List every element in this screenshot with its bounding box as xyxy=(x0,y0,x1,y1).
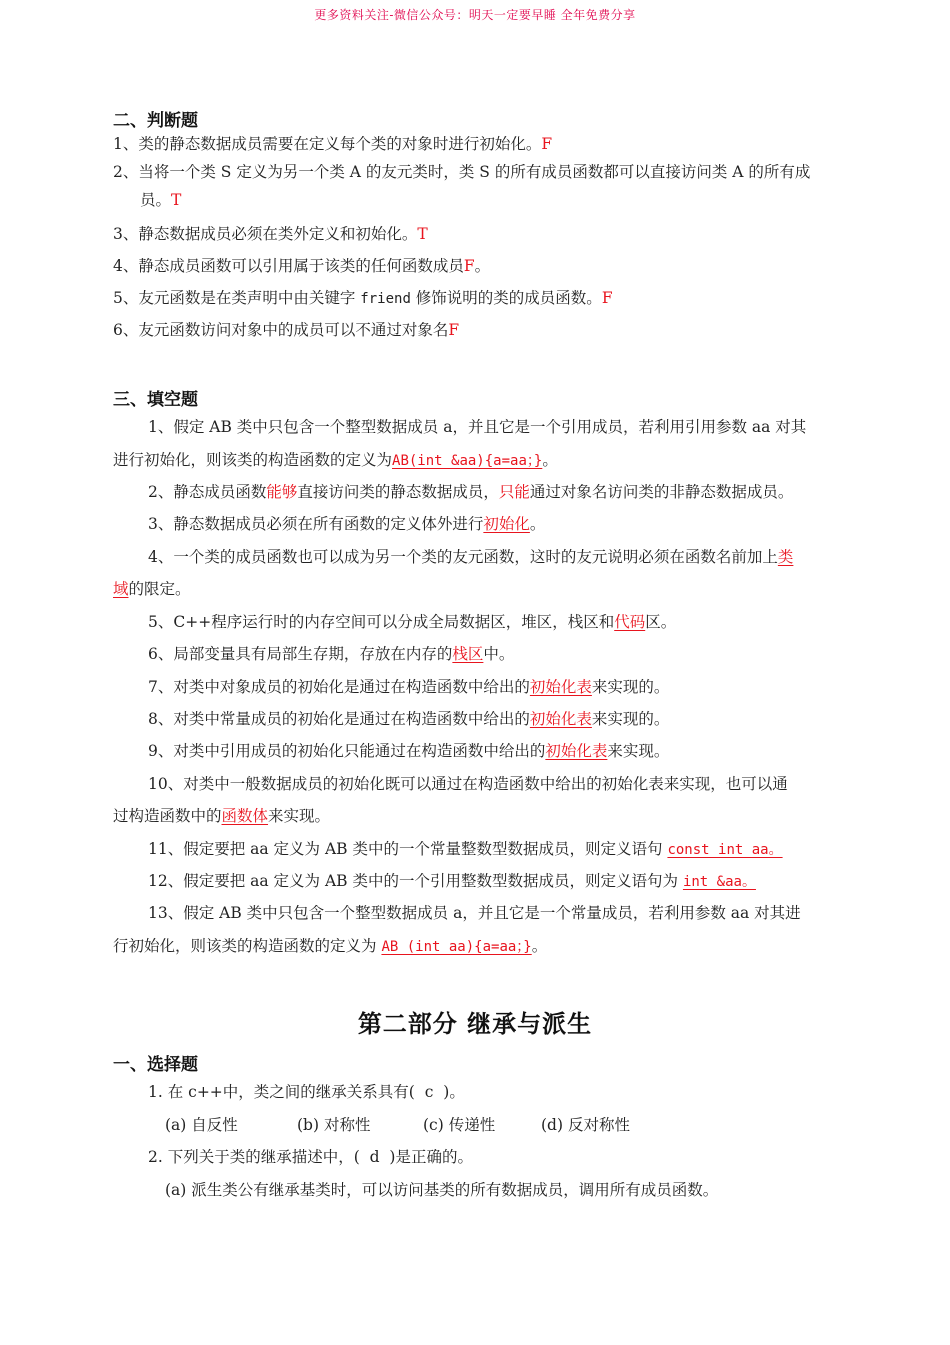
option-a: (a) 自反性 xyxy=(165,1116,238,1134)
fill-q11: 11、假定要把 aa 定义为 AB 类中的一个常量整数型数据成员，则定义语句 const int aa。 xyxy=(148,840,783,858)
choice-q1-options xyxy=(165,1115,630,1135)
fill-q5: 5、C++程序运行时的内存空间可以分成全局数据区，堆区，栈区和代码区。 xyxy=(148,613,677,631)
judge-item-4: 4、静态成员函数可以引用属于该类的任何函数成员F。 xyxy=(113,257,491,275)
part2-title: 第二部分 继承与派生 xyxy=(357,1010,593,1038)
option-d: (d) 反对称性 xyxy=(541,1116,630,1134)
fill-q13-line2: 行初始化，则该类的构造函数的定义为 AB (int aa){a=aa；}。 xyxy=(113,937,548,955)
judge-heading: 二、判断题 xyxy=(113,111,198,131)
fill-q3: 3、静态数据成员必须在所有函数的定义体外进行初始化。 xyxy=(148,515,546,533)
fill-q9: 9、对类中引用成员的初始化只能通过在构造函数中给出的初始化表来实现。 xyxy=(148,742,670,760)
fill-q8: 8、对类中常量成员的初始化是通过在构造函数中给出的初始化表来实现的。 xyxy=(148,710,670,728)
fill-q1-line1: 1、假定 AB 类中只包含一个整型数据成员 a，并且它是一个引用成员，若利用引用参数 aa 对其 xyxy=(148,418,807,436)
fill-q7: 7、对类中对象成员的初始化是通过在构造函数中给出的初始化表来实现的。 xyxy=(148,678,670,696)
fill-q2: 2、静态成员函数能够直接访问类的静态数据成员，只能通过对象名访问类的非静态数据成员。 xyxy=(148,483,794,501)
fill-q13-line1: 13、假定 AB 类中只包含一个整型数据成员 a，并且它是一个常量成员，若利用参数 aa 对其进 xyxy=(148,904,801,922)
option-c: (c) 传递性 xyxy=(423,1116,496,1134)
choice-q1-stem: 1. 在 c++中，类之间的继承关系具有( c )。 xyxy=(148,1083,465,1101)
choice-q2-option-a: (a) 派生类公有继承基类时，可以访问基类的所有数据成员，调用所有成员函数。 xyxy=(165,1181,719,1199)
top-banner: 更多资料关注-微信公众号：明天一定要早睡 全年免费分享 xyxy=(314,8,636,22)
judge-item-3: 3、静态数据成员必须在类外定义和初始化。T xyxy=(113,225,428,243)
fill-q12: 12、假定要把 aa 定义为 AB 类中的一个引用整数型数据成员，则定义语句为 int &aa。 xyxy=(148,872,756,890)
fill-q4-line2: 域的限定。 xyxy=(113,580,191,598)
judge-item-1: 1、类的静态数据成员需要在定义每个类的对象时进行初始化。F xyxy=(113,135,553,153)
fill-heading: 三、填空题 xyxy=(113,390,198,410)
judge-item-5: 5、友元函数是在类声明中由关键字 friend 修饰说明的类的成员函数。F xyxy=(113,289,613,307)
choice-heading: 一、选择题 xyxy=(113,1055,198,1075)
fill-q1-answer: AB(int &aa){a=aa；} xyxy=(392,453,543,469)
judge-item-2: 2、当将一个类 S 定义为另一个类 A 的友元类时，类 S 的所有成员函数都可以直接访问类 A 的所有成 xyxy=(113,163,811,181)
fill-q10-line1: 10、对类中一般数据成员的初始化既可以通过在构造函数中给出的初始化表来实现，也可以通 xyxy=(148,775,788,793)
choice-q2-stem: 2. 下列关于类的继承描述中，( d )是正确的。 xyxy=(148,1148,473,1166)
fill-q10-line2: 过构造函数中的函数体来实现。 xyxy=(113,807,331,825)
judge-item-6: 6、友元函数访问对象中的成员可以不通过对象名F xyxy=(113,321,460,339)
fill-q6: 6、局部变量具有局部生存期，存放在内存的栈区中。 xyxy=(148,645,515,663)
fill-q1-line2: 进行初始化，则该类的构造函数的定义为AB(int &aa){a=aa；}。 xyxy=(113,451,558,469)
fill-q4-line1: 4、一个类的成员函数也可以成为另一个类的友元函数，这时的友元说明必须在函数名前加上类 xyxy=(148,548,794,566)
option-b: (b) 对称性 xyxy=(297,1116,371,1134)
judge-item-2-cont: 员。T xyxy=(140,191,182,209)
